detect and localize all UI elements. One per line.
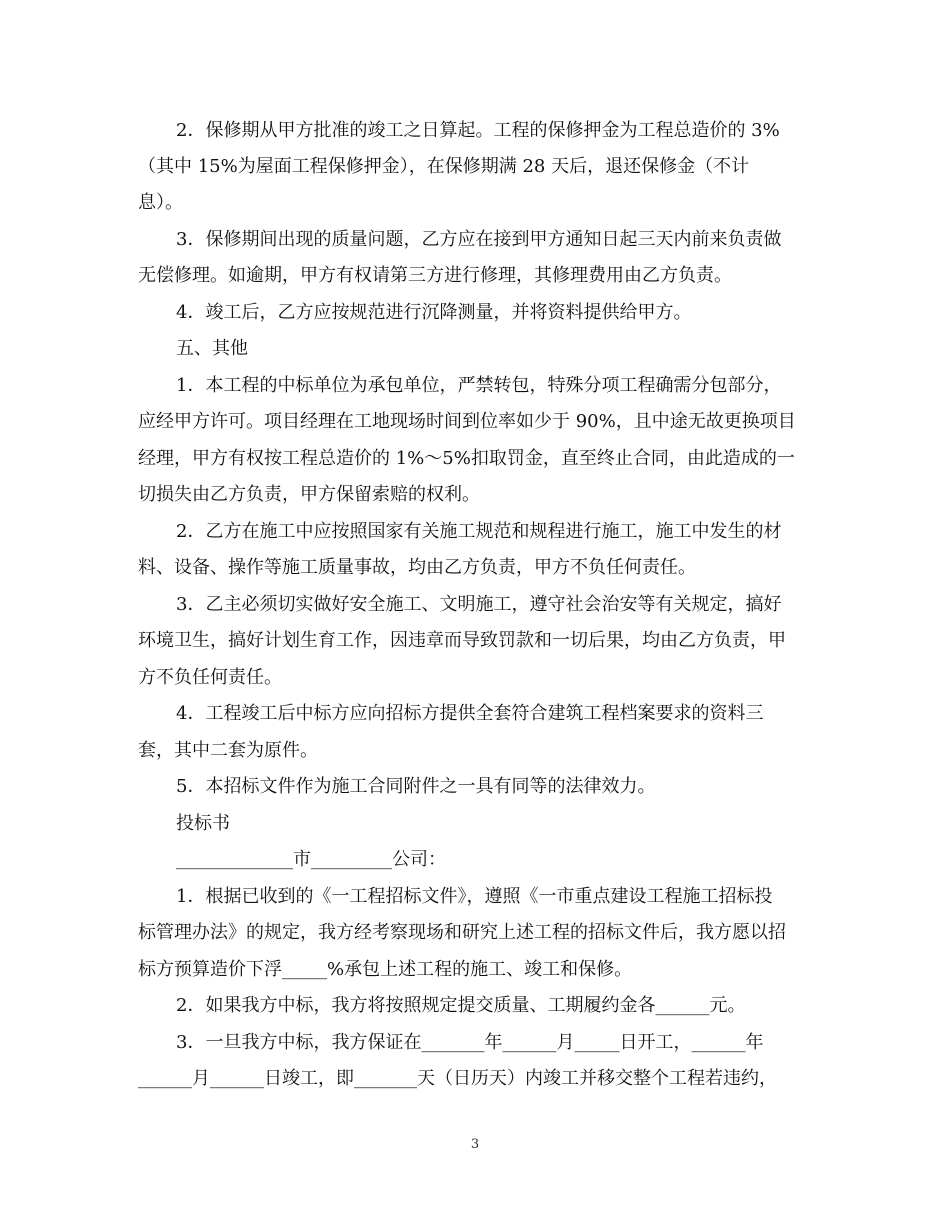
line-text: 经理，甲方有权按工程总造价的 1%～5%扣取罚金，直至终止合同，由此造成的一 xyxy=(138,448,795,469)
line-text: 标方预算造价下浮_____%承包上述工程的施工、竣工和保修。 xyxy=(138,959,633,980)
line-text: 1．本工程的中标单位为承包单位，严禁转包，特殊分项工程确需分包部分， xyxy=(176,375,782,396)
line-text: 息）。 xyxy=(138,192,183,213)
line-text: 3．一旦我方中标，我方保证在_______年______月_____日开工，______年 xyxy=(176,1032,764,1053)
line-text: 无偿修理。如逾期，甲方有权请第三方进行修理，其修理费用由乙方负责。 xyxy=(138,265,732,286)
line-text: 3．乙主必须切实做好安全施工、文明施工，遵守社会治安等有关规定，搞好 xyxy=(176,594,782,615)
line-text: 套，其中二套为原件。 xyxy=(138,740,318,761)
line-text: _____________市_________公司： xyxy=(176,849,446,870)
line-text: 方不负任何责任。 xyxy=(138,667,282,688)
line-text: 切损失由乙方负责，甲方保留索赔的权利。 xyxy=(138,484,480,505)
line-text: 2．如果我方中标，我方将按照规定提交质量、工期履约金各______元。 xyxy=(176,995,746,1016)
line-text: ______月______日竣工，即_______天（日历天）内竣工并移交整个工程若违约， xyxy=(138,1068,777,1089)
line-text: 2．保修期从甲方批准的竣工之日算起。工程的保修押金为工程总造价的 3% xyxy=(176,120,780,141)
line-text: 2．乙方在施工中应按照国家有关施工规范和规程进行施工，施工中发生的材 xyxy=(176,521,782,542)
page-number: 3 xyxy=(470,1137,480,1152)
line-text: 1．根据已收到的《一工程招标文件》，遵照《一市重点建设工程施工招标投 xyxy=(176,886,773,907)
line-text: 五、其他 xyxy=(176,338,248,359)
line-text: 4．工程竣工后中标方应向招标方提供全套符合建筑工程档案要求的资料三 xyxy=(176,703,764,724)
line-text: 4．竣工后，乙方应按规范进行沉降测量，并将资料提供给甲方。 xyxy=(176,302,692,323)
line-text: 5．本招标文件作为施工合同附件之一具有同等的法律效力。 xyxy=(176,776,656,797)
line-text: 标管理办法》的规定，我方经考察现场和研究上述工程的招标文件后，我方愿以招 xyxy=(138,922,786,943)
line-text: 投标书 xyxy=(176,813,230,834)
line-text: 料、设备、操作等施工质量事故，均由乙方负责，甲方不负任何责任。 xyxy=(138,557,696,578)
line-text: 3．保修期间出现的质量问题，乙方应在接到甲方通知日起三天内前来负责做 xyxy=(176,229,782,250)
line-text: 环境卫生，搞好计划生育工作，因违章而导致罚款和一切后果，均由乙方负责，甲 xyxy=(138,630,786,651)
line-text: （其中 15%为屋面工程保修押金），在保修期满 28 天后，退还保修金（不计 xyxy=(138,156,750,177)
line-text: 应经甲方许可。项目经理在工地现场时间到位率如少于 90%，且中途无故更换项目 xyxy=(138,411,796,432)
